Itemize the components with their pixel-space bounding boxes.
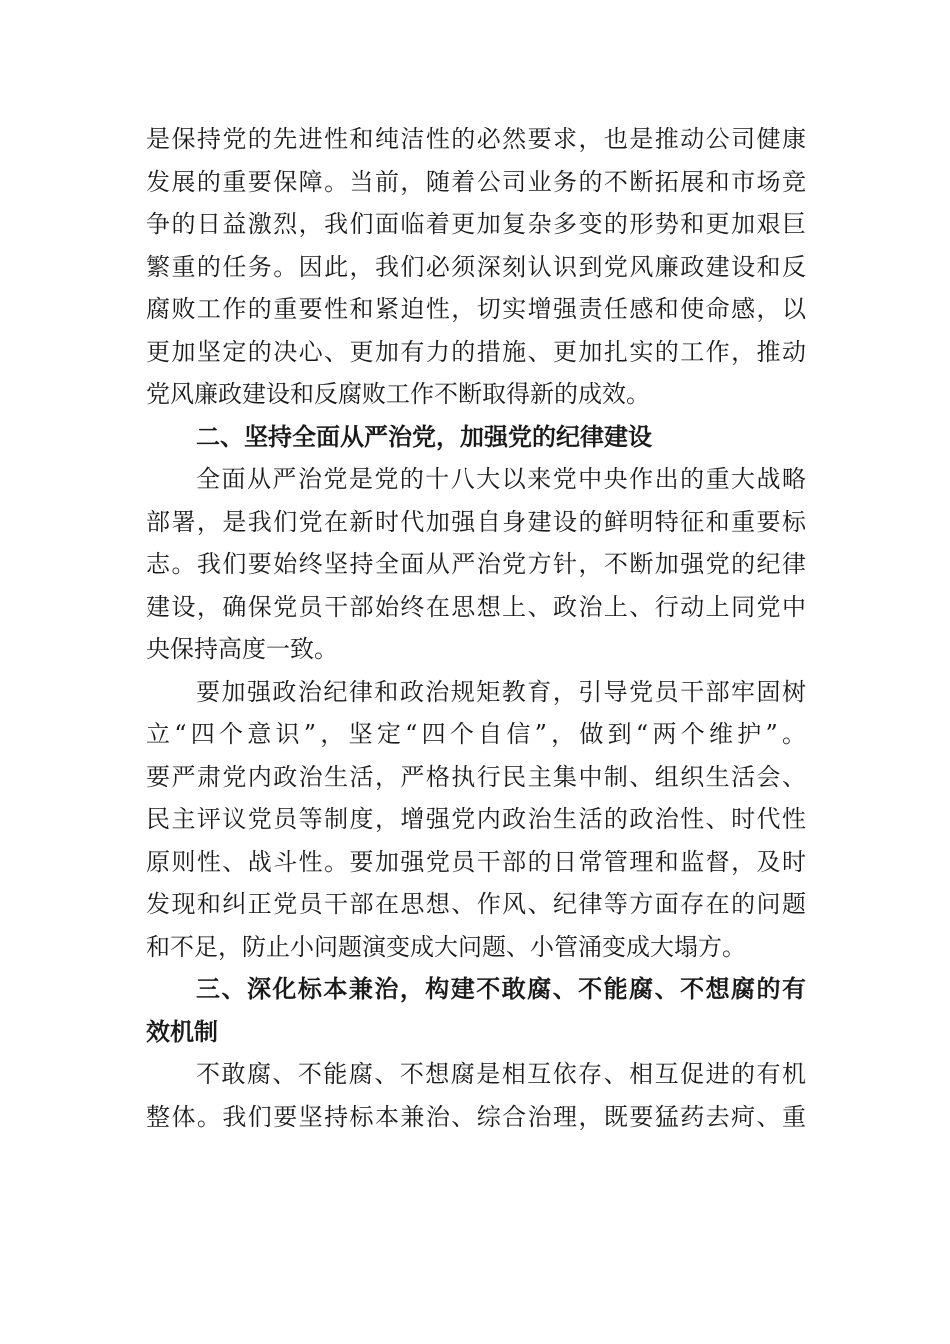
text-line: 要严肃党内政治生活，严格执行民主集中制、组织生活会、 [146, 762, 806, 791]
paragraph-section-3-intro [146, 1053, 806, 1138]
heading-line: 效机制 [146, 1017, 218, 1046]
text-line: 立“四个意识”，坚定“四个自信”，做到“两个维护”。 [146, 720, 806, 748]
text-line: 争的日益激烈，我们面临着更加复杂多变的形势和更加艰巨 [146, 210, 806, 238]
text-line: 发展的重要保障。当前，随着公司业务的不断拓展和市场竞 [146, 167, 806, 196]
text-line: 更加坚定的决心、更加有力的措施、更加扎实的工作，推动 [146, 337, 806, 366]
text-line: 党风廉政建设和反腐败工作不断取得新的成效。 [146, 380, 650, 408]
paragraph-continuation [146, 118, 806, 416]
text-line: 央保持高度一致。 [146, 635, 338, 663]
section-heading-2 [146, 416, 806, 459]
heading-line: 二、坚持全面从严治党，加强党的纪律建设 [196, 422, 652, 451]
text-line: 发现和纠正党员干部在思想、作风、纪律等方面存在的问题 [146, 890, 806, 918]
text-line: 不敢腐、不能腐、不想腐是相互依存、相互促进的有机 [196, 1060, 806, 1088]
text-line: 原则性、战斗性。要加强党员干部的日常管理和监督，及时 [146, 847, 806, 876]
text-line: 建设，确保党员干部始终在思想上、政治上、行动上同党中 [146, 592, 806, 621]
paragraph-section-2-intro [146, 458, 806, 671]
text-line: 繁重的任务。因此，我们必须深刻认识到党风廉政建设和反 [146, 252, 806, 281]
heading-line: 三、深化标本兼治，构建不敢腐、不能腐、不想腐的有 [196, 975, 806, 1003]
paragraph-section-2-detail [146, 671, 806, 969]
text-line: 全面从严治党是党的十八大以来党中央作出的重大战略 [196, 465, 806, 493]
document-page [146, 118, 806, 1138]
text-line: 整体。我们要坚持标本兼治、综合治理，既要猛药去疴、重 [146, 1102, 806, 1131]
text-line: 和不足，防止小问题演变成大问题、小管涌变成大塌方。 [146, 932, 746, 961]
text-line: 要加强政治纪律和政治规矩教育，引导党员干部牢固树 [196, 677, 806, 706]
text-line: 志。我们要始终坚持全面从严治党方针，不断加强党的纪律 [146, 550, 806, 578]
text-line: 腐败工作的重要性和紧迫性，切实增强责任感和使命感，以 [146, 295, 806, 323]
text-line: 部署，是我们党在新时代加强自身建设的鲜明特征和重要标 [146, 507, 806, 536]
text-line: 是保持党的先进性和纯洁性的必然要求，也是推动公司健康 [146, 125, 806, 153]
section-heading-3 [146, 968, 806, 1053]
text-line: 民主评议党员等制度，增强党内政治生活的政治性、时代性 [146, 805, 806, 833]
